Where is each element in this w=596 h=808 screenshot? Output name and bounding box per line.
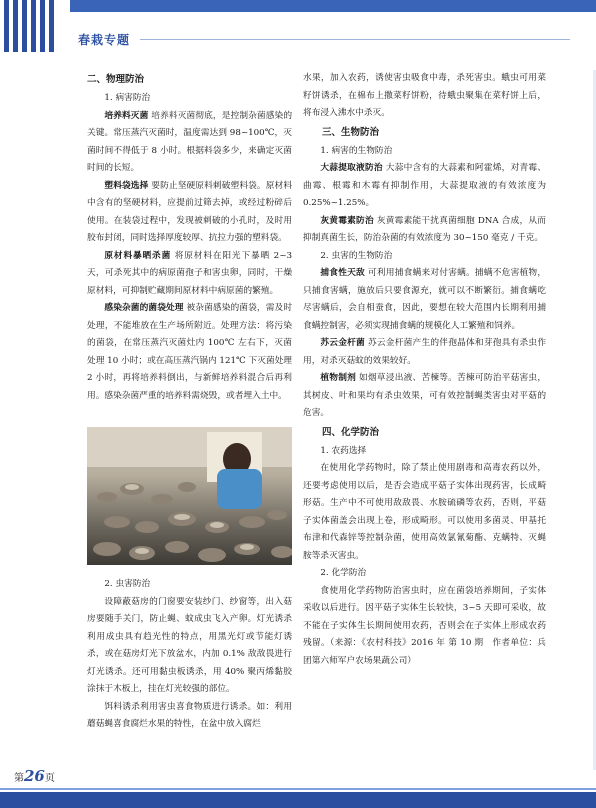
keyword: 植物制剂 — [320, 373, 357, 383]
paragraph — [87, 178, 292, 248]
heading-biological-control: 三、生物防治 — [322, 126, 380, 138]
header-rule — [140, 39, 570, 40]
paragraph: 设障蔽菇房的门窗要安装纱门、纱窗等，出入菇房要随手关门，防止蝇、蚊成虫飞入产卵。灯光诱杀利用成虫具有趋光性的特点，用黑光灯或节能灯诱杀，或在菇房灯光下放盆水，内加 0.1% 敌敌畏进行灯光诱杀。还可用黏虫板诱杀，用 40% 聚丙烯黏胶涂抹于木板上，挂在灯光较强的部位。 — [87, 596, 292, 694]
page-prefix: 第 — [14, 773, 24, 784]
paragraph-text: 如烟草浸出液、苦楝等。苦楝可防治平菇害虫，其树皮、叶和果均有杀虫效果，可有效控制蝇类害虫对平菇的危害。 — [303, 373, 547, 418]
subheading-bio-pest: 2. 虫害的生物防治 — [320, 250, 393, 261]
paragraph: 在使用化学药物时，除了禁止使用剧毒和高毒农药以外，还要考虑使用以后，是否会造成平菇子实体出现药害，长成畸形菇。生产中不可使用敌敌畏、水胺硫磷等农药，否则，平菇子实体菌盖会出现上卷，形成畸形。可以使用多菌灵、甲基托布津和代森锌等控制杂菌，使用高效氯氰菊酯、克螨特、灭蝇胺等杀灭害虫。 — [303, 463, 546, 561]
keyword: 大蒜提取液防治 — [320, 163, 383, 173]
heading-chemical-control: 四、化学防治 — [322, 426, 380, 438]
header-stripes — [0, 0, 62, 52]
left-column-lower — [87, 576, 292, 734]
footer-line — [0, 788, 596, 790]
section-label: 春栽专题 — [78, 33, 131, 47]
page-number — [14, 767, 55, 785]
paragraph — [87, 300, 292, 405]
subheading-disease: 1. 病害防治 — [104, 93, 151, 103]
keyword: 捕食性天敌 — [320, 268, 365, 278]
keyword: 原材料暴晒杀菌 — [104, 250, 172, 261]
paragraph: 水果，加入农药，诱使害虫吸食中毒，杀死害虫。蛾虫可用菜籽饼诱杀，在棉布上撒菜籽饼粉，待蛾虫聚集在菜籽饼上后，将布浸入沸水中杀灭。 — [303, 73, 546, 118]
keyword: 苏云金杆菌 — [320, 338, 365, 348]
paragraph: 饵料诱杀利用害虫喜食物质进行诱杀。如：利用蘑菇蝇喜食腐烂水果的特性，在盆中放入腐烂 — [87, 701, 292, 729]
subheading-bio-disease: 1. 病害的生物防治 — [320, 145, 393, 156]
right-column — [303, 70, 546, 670]
keyword: 感染杂菌的菌袋处理 — [104, 303, 184, 313]
paragraph — [303, 213, 546, 248]
paragraph-text: 苏云金杆菌产生的伴孢晶体和芽孢具有杀虫作用，对杀灭菇蚊的效果较好。 — [303, 338, 547, 366]
paragraph — [303, 370, 546, 423]
paragraph — [303, 160, 546, 213]
subheading-pest: 2. 虫害防治 — [104, 579, 151, 589]
page-suffix: 页 — [44, 773, 55, 784]
paragraph-text: 被杂菌感染的菌袋，需及时处理，不能堆放在生产场所附近。处理方法：将污染的菌袋，在常压蒸汽灭菌灶内 100℃ 左右下，灭菌处理 10 小时；或在高压蒸汽锅内 121℃ 下灭菌处理 2 小时，再将培养料倒出，与新鲜培养料混合后再利用。感染杂菌严重的培养料需烧毁，或者埋入土中。 — [87, 303, 293, 401]
paragraph — [87, 108, 292, 178]
paragraph — [87, 248, 292, 301]
paragraph-text: 要防止坚硬原料刺破塑料袋。原材料中含有的坚硬材料，应提前过筛去掉，或经过粉碎后使用。在装袋过程中，发现被刺破的小孔时，及时用胶布封闭，同时选择厚度较厚、抗拉力强的塑料袋。 — [87, 180, 293, 243]
heading-physical-control: 二、物理防治 — [87, 74, 145, 85]
left-column — [87, 70, 292, 405]
paragraph — [303, 335, 546, 370]
paragraph-text: 可利用捕食螨来对付害螨。捕螨不危害植物，只捕食害螨，施放后只要食源充，就可以不断繁衍。捕食螨吃尽害螨后，会自相蚕食，因此，要想在较大范围内长期利用捕食螨控制害，必须实现捕食螨的规模化人工繁殖和饲养。 — [303, 268, 547, 331]
footer-bar — [0, 792, 596, 808]
subheading-pesticide-selection: 1. 农药选择 — [320, 445, 367, 456]
keyword: 灰黄霉素防治 — [320, 215, 374, 226]
paragraph-text: 培养料灭菌彻底，是控制杂菌感染的关键。常压蒸汽灭菌时，温度需达到 98~100℃，灭菌时间不得低于 8 小时。根据料袋多少，来确定灭菌时间的长短。 — [87, 110, 293, 173]
header-bar — [70, 0, 596, 12]
keyword: 培养料灭菌 — [104, 110, 149, 121]
paragraph-text: 灰黄霉素能干扰真菌细胞 DNA 合成，从而抑制真菌生长，防治杂菌的有效浓度为 30~150 毫克 / 千克。 — [303, 215, 546, 243]
paragraph-text: 大蒜中含有的大蒜素和阿霍烯，对青霉、曲霉、根霉和木霉有抑制作用，大蒜提取液的有效浓度为 0.25%~1.25%。 — [303, 163, 547, 208]
subheading-chemical-control: 2. 化学防治 — [320, 568, 367, 578]
mushroom-farm-photo — [87, 427, 292, 565]
keyword: 塑料袋选择 — [104, 180, 149, 191]
paragraph — [303, 265, 546, 335]
page-number-value: 26 — [24, 767, 45, 785]
paragraph-text: 将原材料在阳光下暴晒 2~3 天，可杀死其中的病原菌孢子和害虫卵，同时，干燥原材料，可抑制贮藏期间原材料中病原菌的繁殖。 — [87, 250, 292, 296]
paragraph: 食使用化学药物防治害虫时，应在菌袋培养期间，子实体采收以后进行。因平菇子实体生长较快，3~5 天即可采收，故不能在子实体生长期间使用农药，否则会在子实体上形成农药残留。（来源：《农村科技》2016 年 第 10 期 作者单位：兵团第六师军户农场果蔬公司） — [303, 585, 546, 666]
